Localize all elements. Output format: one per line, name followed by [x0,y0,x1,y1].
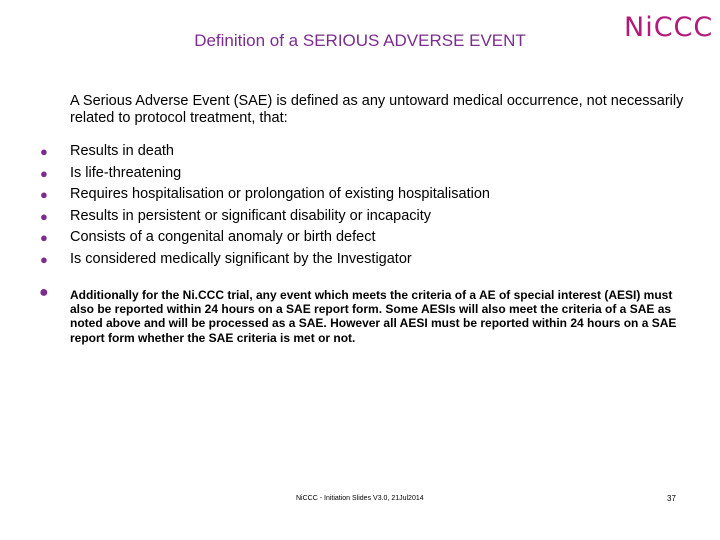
list-item [0,141,720,163]
page-number: 37 [667,494,676,503]
intro-paragraph: A Serious Adverse Event (SAE) is defined as any untoward medical occurrence, not necessarily related to protocol treatment, that: [70,93,684,126]
bullet-icon: ● [40,187,48,203]
list-item-text: Is considered medically significant by the Investigator [70,250,412,267]
list-item [0,206,720,228]
list-item-text: Is life-threatening [70,164,182,181]
list-item-text: Results in death [70,143,174,159]
bullet-icon: ● [40,208,48,224]
bullet-icon: ● [40,165,48,181]
criteria-list [0,141,720,271]
niccc-logo: NiCCC [624,12,714,43]
list-item [0,227,720,249]
list-item [0,249,720,271]
list-item-text: Results in persistent or significant disability or incapacity [70,207,432,224]
list-item-text: Requires hospitalisation or prolongation of existing hospitalisation [70,186,490,203]
slide-title [0,31,720,51]
list-item [0,163,720,185]
slide-title-text: Definition of a SERIOUS ADVERSE EVENT [194,31,526,50]
list-item [0,184,720,206]
bullet-icon: ● [40,230,48,246]
additional-note-text: Additionally for the Ni.CCC trial, any event which meets the criteria of a AE of special interest (AESI) must also be reported within 24 hours on a SAE report form. Some AESIs will also meet the criteria of a SAE as noted above and will be processed as a SAE. However all AESI must be reported within 24 hours on a SAE report form whether the SAE criteria is met or not. [70,288,677,345]
slide-footer: NiCCC - Initiation Slides V3.0, 21Jul2014 [296,495,424,502]
bullet-icon: ● [39,284,49,301]
bullet-icon: ● [40,251,48,267]
list-item-text: Consists of a congenital anomaly or birth defect [70,229,376,246]
bullet-icon: ● [40,144,48,159]
